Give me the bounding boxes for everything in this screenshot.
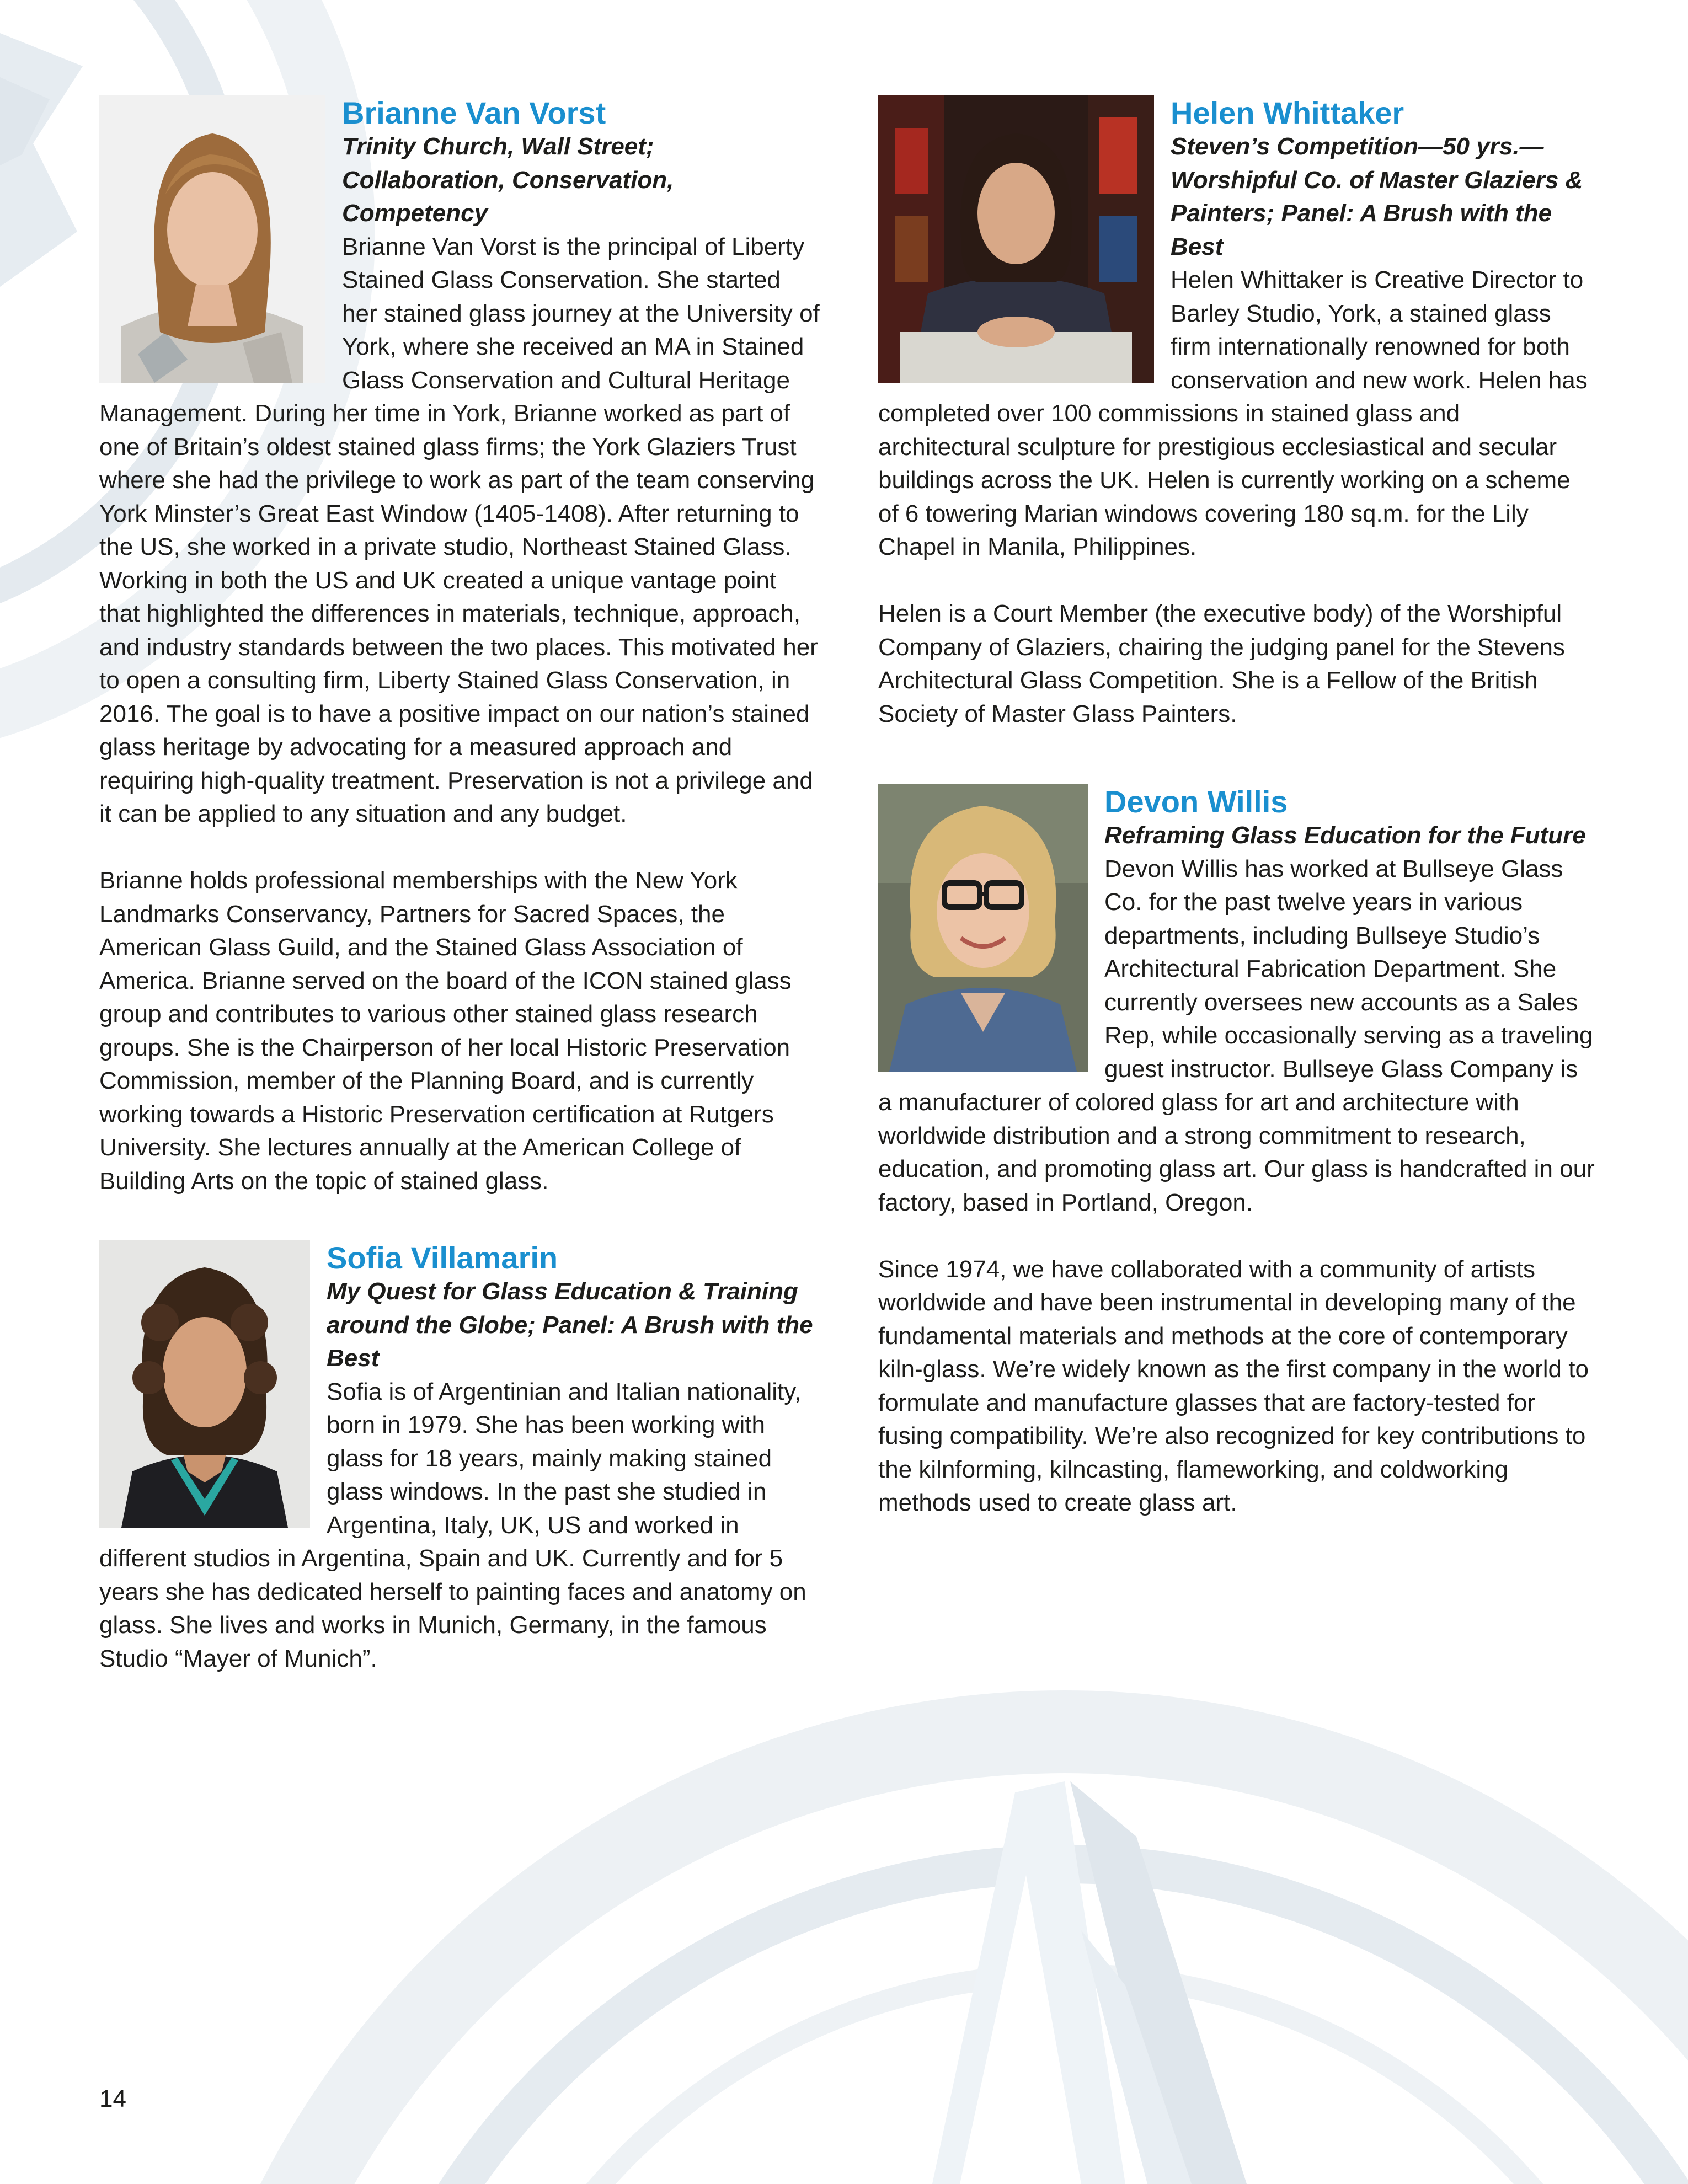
talk-topic: Trinity Church, Wall Street; Collaboration, Conservation, Competency (342, 133, 674, 227)
bio-helen-whittaker (878, 95, 1595, 731)
portrait-brianne-van-vorst (99, 95, 325, 383)
bio-paragraph: Helen is a Court Member (the executive body) of the Worshipful Company of Glaziers, chairing the judging panel for the Stevens Architectural Glass Competition. She is a Fellow of the British Society of Master Glass Painters. (878, 600, 1565, 727)
left-column (99, 95, 822, 1676)
talk-topic: Reframing Glass Education for the Future (1104, 822, 1586, 849)
bio-brianne-van-vorst (99, 95, 822, 1198)
bio-paragraph: Devon Willis has worked at Bullseye Glass Co. for the past twelve years in various departments, including Bullseye Studio’s Architectural Fabrication Department. She currently oversees new accounts as a Sales Rep, while occasionally serving as a traveling guest instructor. Bullseye Glass Company is a manufacturer of colored glass for art and architecture with worldwide distribution and a strong commitment to research, education, and promoting glass art. Our glass is handcrafted in our factory, based in Portland, Oregon. (878, 855, 1595, 1216)
speaker-name: Sofia Villamarin (327, 1240, 558, 1275)
bio-paragraph: Helen Whittaker is Creative Director to Barley Studio, York, a stained glass firm internationally renowned for both conservation and new work. Helen has completed over 100 commissions in stained glass and architectural sculpture for prestigious ecclesiastical and secular buildings across the UK. Helen is currently working on a scheme of 6 towering Marian windows covering 180 sq.m. for the Lily Chapel in Manila, Philippines. (878, 266, 1588, 560)
speaker-name: Brianne Van Vorst (342, 95, 606, 130)
speaker-name: Devon Willis (1104, 784, 1288, 819)
bio-devon-willis (878, 784, 1595, 1520)
portrait-helen-whittaker (878, 95, 1154, 383)
talk-topic: Steven’s Competition—50 yrs.—Worshipful Co. of Master Glaziers & Painters; Panel: A Brush with the Best (1171, 133, 1583, 260)
page-number: 14 (99, 2085, 126, 2112)
right-column (878, 95, 1595, 1520)
talk-topic: My Quest for Glass Education & Training around the Globe; Panel: A Brush with the Best (327, 1278, 813, 1372)
bio-paragraph: Brianne Van Vorst is the principal of Liberty Stained Glass Conservation. She started her stained glass journey at the University of York, where she received an MA in Stained Glass Conservation and Cultural Heritage Management. During her time in York, Brianne worked as part of one of Britain’s oldest stained glass firms; the York Glaziers Trust where she had the privilege to work as part of the team conserving York Minster’s Great East Window (1405-1408). After returning to the US, she worked in a private studio, Northeast Stained Glass. Working in both the US and UK created a unique vantage point that highlighted the differences in materials, technique, approach, and industry standards between the two places. This motivated her to open a consulting firm, Liberty Stained Glass Conservation, in 2016. The goal is to have a positive impact on our nation’s stained glass heritage by advocating for a measured approach and requiring high-quality treatment. Preservation is not a privilege and it can be applied to any situation and any budget. (99, 233, 820, 827)
portrait-sofia-villamarin (99, 1240, 310, 1528)
bio-sofia-villamarin (99, 1240, 822, 1676)
speaker-name: Helen Whittaker (1171, 95, 1404, 130)
portrait-devon-willis (878, 784, 1088, 1072)
bio-paragraph: Sofia is of Argentinian and Italian nationality, born in 1979. She has been working with glass for 18 years, mainly making stained glass windows. In the past she studied in Argentina, Italy, UK, US and worked in different studios in Argentina, Spain and UK. Currently and for 5 years she has dedicated herself to painting faces and anatomy on glass. She lives and works in Munich, Germany, in the famous Studio “Mayer of Munich”. (99, 1378, 806, 1672)
bio-paragraph: Brianne holds professional memberships with the New York Landmarks Conservancy, Partners for Sacred Spaces, the American Glass Guild, and the Stained Glass Association of America. Brianne served on the board of the ICON stained glass group and contributes to various other stained glass research groups. She is the Chairperson of her local Historic Preservation Commission, member of the Planning Board, and is currently working towards a Historic Preservation certification at Rutgers University. She lectures annually at the American College of Building Arts on the topic of stained glass. (99, 867, 792, 1195)
bio-paragraph: Since 1974, we have collaborated with a community of artists worldwide and have been instrumental in developing many of the fundamental materials and methods at the core of contemporary kiln-glass. We’re widely known as the first company in the world to formulate and manufacture glasses that are factory-tested for fusing compatibility. We’re also recognized for key contributions to the kilnforming, kilncasting, flameworking, and coldworking methods used to create glass art. (878, 1255, 1589, 1516)
